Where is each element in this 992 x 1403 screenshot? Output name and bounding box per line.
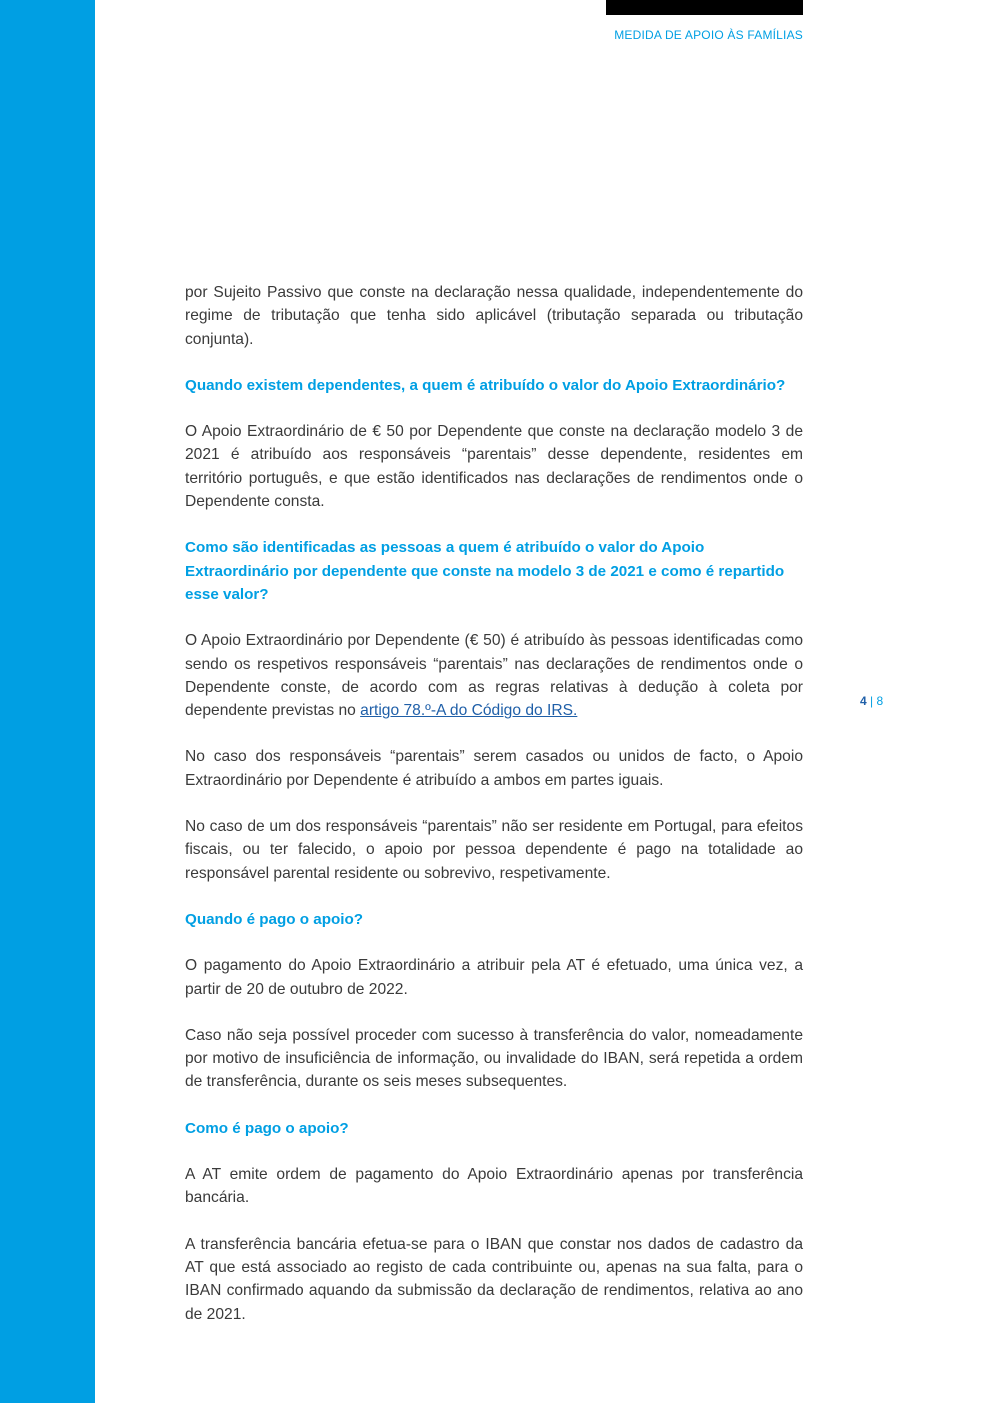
page-total: 8 <box>876 694 884 708</box>
paragraph-transfer-retry: Caso não seja possível proceder com sucesso à transferência do valor, nomeadamente por motivo de insuficiência de informação, ou invalidade do IBAN, será repetida a ordem de transferência, durante os seis meses subsequentes. <box>185 1026 803 1091</box>
page-number <box>860 694 883 708</box>
document-body <box>185 281 803 1349</box>
paragraph-payment-date: O pagamento do Apoio Extraordinário a atribuir pela AT é efetuado, uma única vez, a partir de 20 de outubro de 2022. <box>185 957 803 998</box>
paragraph-identification <box>185 629 803 722</box>
section-heading-identification: Como são identificadas as pessoas a quem é atribuído o valor do Apoio Extraordinário por dependente que conste na modelo 3 de 2021 e como é repartido esse valor? <box>185 539 785 603</box>
irs-article-link[interactable]: artigo 78.º-A do Código do IRS. <box>360 702 578 720</box>
paragraph-dependents: O Apoio Extraordinário de € 50 por Dependente que conste na declaração modelo 3 de 2021 é atribuído aos responsáveis “parentais” desse dependente, residentes em território português, e que estão identificados nas declarações de rendimentos onde o Dependente consta. <box>185 423 803 511</box>
paragraph-non-resident: No caso de um dos responsáveis “parentais” não ser residente em Portugal, para efeitos fiscais, ou ter falecido, o apoio por pessoa dependente é pago na totalidade ao responsável parental residente ou sobrevivo, respetivamente. <box>185 818 803 882</box>
header-title: MEDIDA DE APOIO ÀS FAMÍLIAS <box>614 28 803 42</box>
page-current: 4 <box>860 694 867 708</box>
paragraph-payment-method: A AT emite ordem de pagamento do Apoio Extraordinário apenas por transferência bancária. <box>185 1166 803 1207</box>
section-heading-when-paid: Quando é pago o apoio? <box>185 910 364 928</box>
section-heading-dependents: Quando existem dependentes, a quem é atribuído o valor do Apoio Extraordinário? <box>185 376 786 394</box>
page-separator: | <box>870 694 874 708</box>
section-heading-how-paid: Como é pago o apoio? <box>185 1119 349 1137</box>
paragraph-identification-text: O Apoio Extraordinário por Dependente (€ 50) é atribuído às pessoas identificadas como sendo os respetivos responsáveis “parentais” nas declarações de rendimentos onde o Dependente conste, de acordo com as regras relativas à dedução à coleta por dependente previstas no <box>185 632 803 720</box>
paragraph-iban: A transferência bancária efetua-se para o IBAN que constar nos dados de cadastro da AT que está associado ao registo de cada contribuinte ou, apenas na sua falta, para o IBAN confirmado aquando da submissão da declaração de rendimentos, relativa ao ano de 2021. <box>185 1235 803 1323</box>
paragraph-married: No caso dos responsáveis “parentais” serem casados ou unidos de facto, o Apoio Extraordinário por Dependente é atribuído a ambos em partes iguais. <box>185 748 803 789</box>
paragraph-intro: por Sujeito Passivo que conste na declaração nessa qualidade, independentemente do regime de tributação que tenha sido aplicável (tributação separada ou tributação conjunta). <box>185 284 803 348</box>
header-black-block <box>606 0 803 15</box>
side-color-bar <box>0 0 95 1403</box>
